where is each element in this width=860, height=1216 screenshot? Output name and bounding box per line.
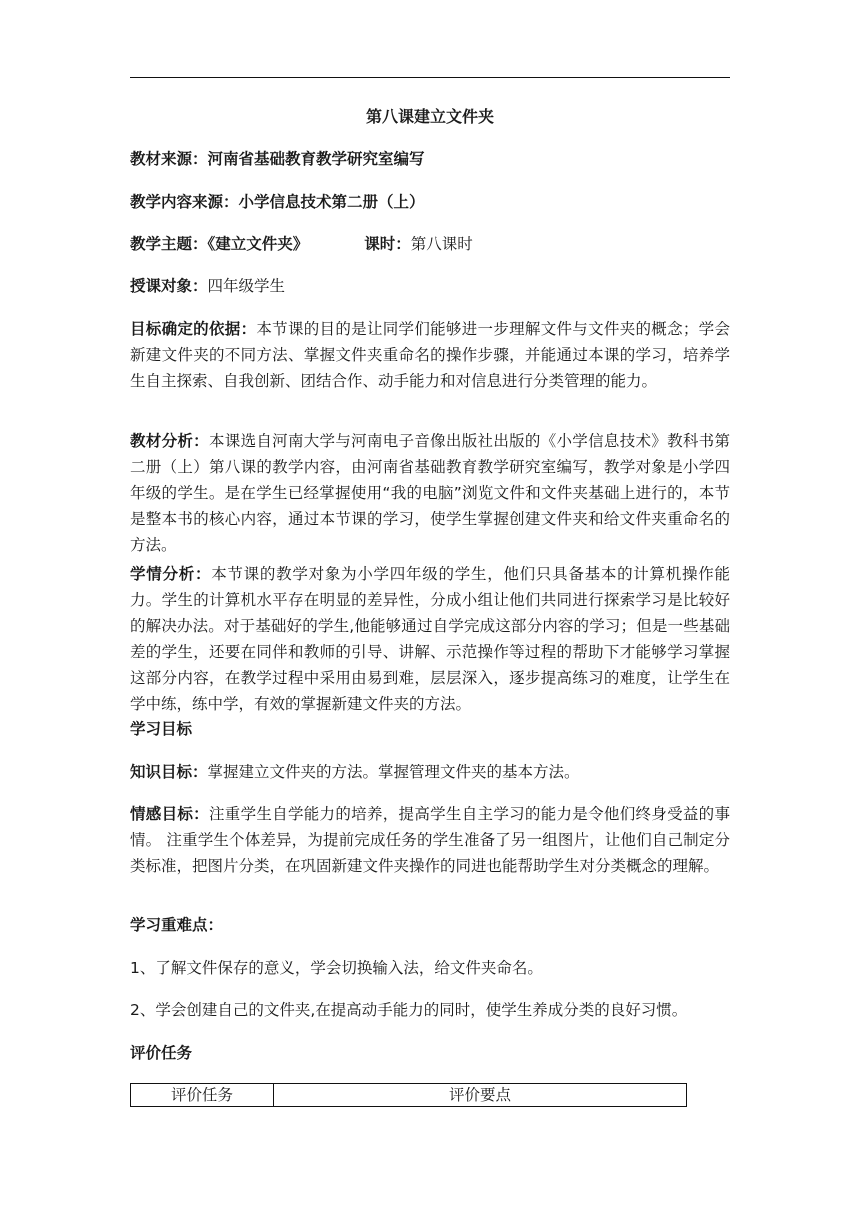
difficulty-item-2: 2、学会创建自己的文件夹,在提高动手能力的同时，使学生养成分类的良好习惯。 (130, 1001, 688, 1019)
topic-value: 《建立文件夹》 (207, 235, 309, 253)
material-label: 教材分析： (130, 432, 209, 450)
eval-col-task: 评价任务 (131, 1084, 274, 1107)
goals-heading: 学习目标 (130, 720, 193, 738)
source-label: 教材来源： (130, 150, 208, 168)
source-line (130, 146, 730, 172)
basis-text: 本节课的目的是让同学们能够进一步理解文件与文件夹的概念；学会新建文件夹的不同方法、掌握文件夹重命名的操作步骤，并能通过本课的学习，培养学生自主探索、自我创新、团结合作、动手能力和对信息进行分类管理的能力。 (130, 320, 730, 390)
basis-label: 目标确定的依据： (130, 320, 257, 338)
eval-col-points: 评价要点 (274, 1084, 687, 1107)
source-value: 河南省基础教育教学研究室编写 (207, 150, 425, 168)
emotion-text: 注重学生自学能力的培养，提高学生自主学习的能力是令他们终身受益的事情。 注重学生个体差异，为提前完成任务的学生准备了另一组图片，让他们自己制定分类标准，把图片分类，在巩固新建文件夹操作的同进也能帮助学生对分类概念的理解。 (130, 805, 730, 875)
header-rule (130, 77, 730, 78)
eval-table (130, 1083, 687, 1107)
period-label: 课时： (364, 235, 411, 253)
situation-paragraph (130, 561, 730, 717)
audience-label: 授课对象： (130, 277, 208, 295)
difficulty-item-1: 1、了解文件保存的意义，学会切换输入法，给文件夹命名。 (130, 959, 543, 977)
material-paragraph (130, 428, 730, 558)
knowledge-text: 掌握建立文件夹的方法。掌握管理文件夹的基本方法。 (207, 763, 580, 781)
eval-heading: 评价任务 (130, 1044, 193, 1062)
knowledge-label: 知识目标： (130, 763, 208, 781)
period-value: 第八课时 (410, 235, 473, 253)
material-text: 本课选自河南大学与河南电子音像出版社出版的《小学信息技术》教科书第二册（上）第八课的教学内容，由河南省基础教育教学研究室编写，教学对象是小学四年级的学生。是在学生已经掌握使用“我的电脑”浏览文件和文件夹基础上进行的，本节是整本书的核心内容，通过本节课的学习，使学生掌握创建文件夹和给文件夹重命名的方法。 (130, 432, 730, 554)
content-source-line (130, 189, 730, 215)
content-source-label: 教学内容来源： (130, 193, 239, 211)
table-row (131, 1084, 687, 1107)
emotion-label: 情感目标： (130, 805, 209, 823)
audience-value: 四年级学生 (207, 277, 286, 295)
basis-paragraph (130, 316, 730, 394)
knowledge-line (130, 759, 730, 785)
situation-label: 学情分析： (130, 565, 212, 583)
content-source-value: 小学信息技术第二册（上） (238, 193, 425, 211)
topic-label: 教学主题： (130, 235, 208, 253)
difficulty-heading: 学习重难点： (130, 916, 224, 934)
topic-line (130, 231, 730, 257)
emotion-paragraph (130, 801, 730, 879)
document-title: 第八课建立文件夹 (365, 107, 494, 126)
audience-line (130, 273, 730, 299)
situation-text: 本节课的教学对象为小学四年级的学生，他们只具备基本的计算机操作能力。学生的计算机水平存在明显的差异性，分成小组让他们共同进行探索学习是比较好的解决办法。对于基础好的学生,他能够通过自学完成这部分内容的学习；但是一些基础差的学生，还要在同伴和教师的引导、讲解、示范操作等过程的帮助下才能够学习掌握这部分内容，在教学过程中采用由易到难，层层深入，逐步提高练习的难度，让学生在学中练，练中学，有效的掌握新建文件夹的方法。 (130, 565, 730, 713)
